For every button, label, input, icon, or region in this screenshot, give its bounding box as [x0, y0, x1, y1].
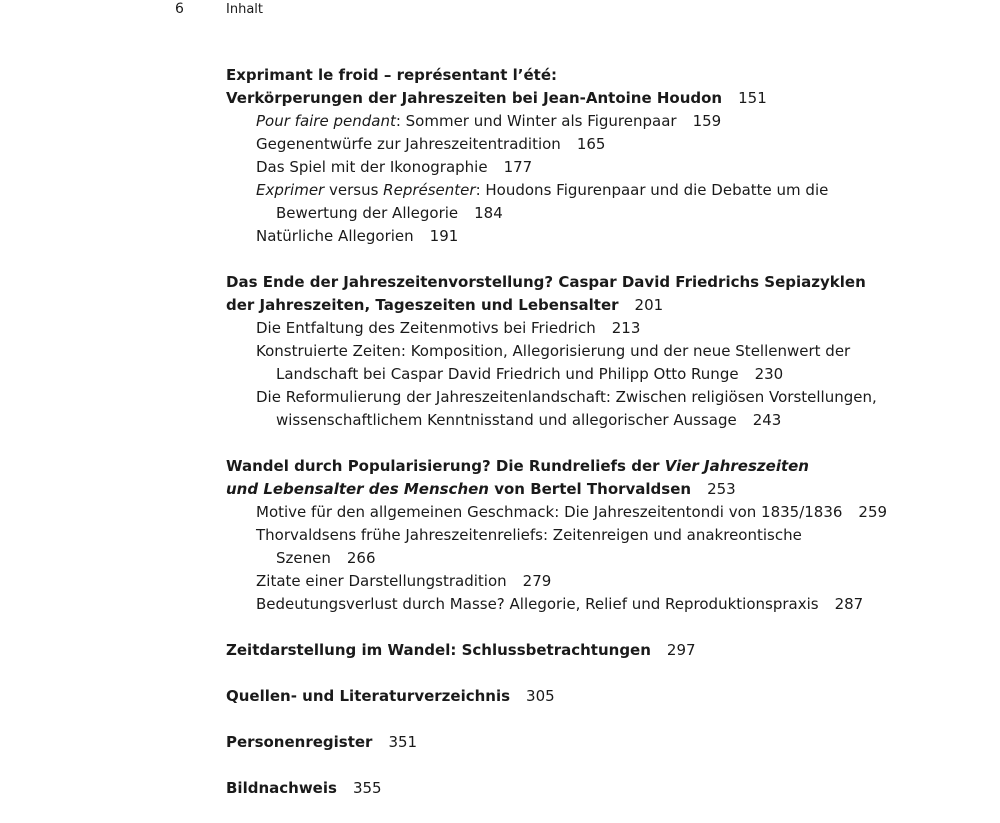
toc-entry-continuation: Szenen 266	[276, 549, 376, 567]
toc-section-personenregister	[226, 731, 846, 754]
page-ref: 287	[834, 595, 864, 613]
page-ref: 213	[611, 319, 641, 337]
heading-line: der Jahreszeiten, Tageszeiten und Lebensalter 201	[226, 296, 664, 314]
toc-entry: Zitate einer Darstellungstradition 279	[256, 572, 552, 590]
running-head	[0, 0, 1000, 20]
section-heading	[226, 64, 846, 110]
toc-entry: Exprimer versus Représenter: Houdons Figurenpaar und die Debatte um die	[256, 181, 829, 199]
toc-section-bildnachweis	[226, 777, 846, 800]
heading-line: Das Ende der Jahreszeitenvorstellung? Caspar David Friedrichs Sepiazyklen	[226, 273, 866, 291]
page-ref: 159	[692, 112, 722, 130]
heading-line: Quellen- und Literaturverzeichnis 305	[226, 687, 555, 705]
toc-section-houdon	[226, 64, 846, 248]
page-ref: 253	[707, 480, 736, 498]
page-ref: 151	[738, 89, 767, 107]
page-number: 6	[175, 1, 184, 17]
heading-line: Verkörperungen der Jahreszeiten bei Jean-Antoine Houdon 151	[226, 89, 767, 107]
page-ref: 266	[346, 549, 376, 567]
toc-entry: Konstruierte Zeiten: Komposition, Allegorisierung und der neue Stellenwert der	[256, 342, 851, 360]
toc-section-thorvaldsen	[226, 455, 888, 616]
heading-line: Bildnachweis 355	[226, 779, 382, 797]
page-ref: 259	[858, 503, 888, 521]
page-ref: 279	[522, 572, 552, 590]
toc-section-schluss	[226, 639, 846, 662]
section-heading	[226, 271, 866, 317]
running-head-title: Inhalt	[226, 2, 263, 17]
page-ref: 243	[752, 411, 782, 429]
toc-section-friedrich	[226, 271, 877, 432]
toc-entry: Natürliche Allegorien 191	[256, 227, 459, 245]
section-heading	[226, 455, 846, 501]
page-ref: 355	[352, 779, 382, 797]
heading-line: Zeitdarstellung im Wandel: Schlussbetrachtungen 297	[226, 641, 696, 659]
toc-entry-continuation: wissenschaftlichem Kenntnisstand und allegorischer Aussage 243	[276, 411, 782, 429]
toc-entry: Motive für den allgemeinen Geschmack: Die Jahreszeitentondi von 1835/1836 259	[256, 503, 888, 521]
toc-entry: Die Reformulierung der Jahreszeitenlandschaft: Zwischen religiösen Vorstellungen,	[256, 388, 877, 406]
heading-line: und Lebensalter des Menschen von Bertel Thorvaldsen 253	[226, 480, 736, 498]
page-ref: 201	[634, 296, 664, 314]
heading-line: Exprimant le froid – représentant l’été:	[226, 66, 557, 84]
toc-section-quellen	[226, 685, 846, 708]
page-ref: 165	[576, 135, 606, 153]
toc-entry: Gegenentwürfe zur Jahreszeitentradition 165	[256, 135, 606, 153]
page-ref: 184	[474, 204, 503, 222]
heading-line: Wandel durch Popularisierung? Die Rundreliefs der Vier Jahreszeiten	[226, 457, 809, 475]
page-ref: 230	[754, 365, 784, 383]
page-ref: 177	[503, 158, 533, 176]
toc-entry-continuation: Landschaft bei Caspar David Friedrich und Philipp Otto Runge 230	[276, 365, 784, 383]
toc-entry: Pour faire pendant: Sommer und Winter als Figurenpaar 159	[256, 112, 722, 130]
toc-entry: Die Entfaltung des Zeitenmotivs bei Friedrich 213	[256, 319, 641, 337]
heading-line: Personenregister 351	[226, 733, 418, 751]
toc-entry: Bedeutungsverlust durch Masse? Allegorie, Relief und Reproduktionspraxis 287	[256, 595, 864, 613]
toc-entry-continuation: Bewertung der Allegorie 184	[276, 204, 503, 222]
toc-entry: Das Spiel mit der Ikonographie 177	[256, 158, 533, 176]
toc-entry: Thorvaldsens frühe Jahreszeitenreliefs: Zeitenreigen und anakreontische	[256, 526, 802, 544]
page-ref: 191	[429, 227, 459, 245]
page-ref: 297	[666, 641, 696, 659]
page-ref: 305	[526, 687, 555, 705]
table-of-contents	[226, 64, 888, 823]
page-ref: 351	[388, 733, 418, 751]
